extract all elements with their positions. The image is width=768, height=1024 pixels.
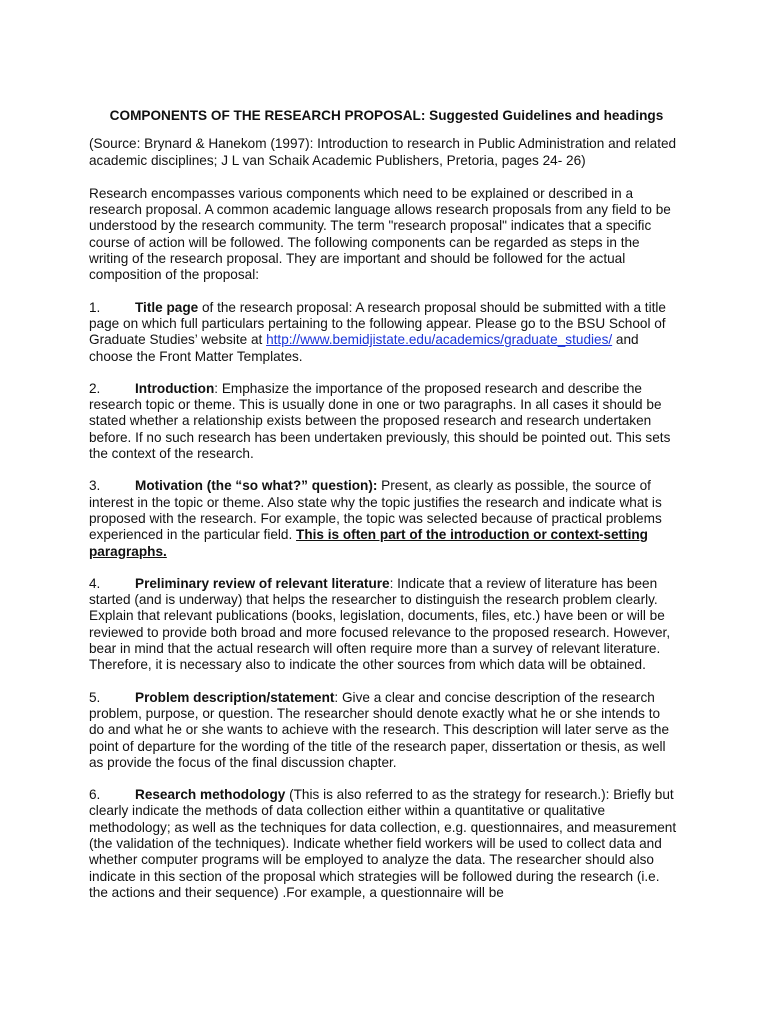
section-heading: Research methodology — [135, 787, 286, 803]
section-heading: Title page — [135, 299, 199, 315]
section-heading: Introduction — [135, 380, 215, 396]
section-text: Present, as clearly as possible, the source of interest in the topic or theme. Also state why the topic justifies the research and indicate what is proposed with the research. For example, the topic was selected because of practical problems experienced in the particular field. — [89, 478, 662, 543]
section-heading: Preliminary review of relevant literature — [135, 575, 390, 591]
section-emphasis: This is often part of the introduction or context-setting paragraphs. — [89, 527, 648, 559]
source-citation: (Source: Brynard & Hanekom (1997): Introduction to research in Public Administration and related academic disciplines; J L van Schaik Academic Publishers, Pretoria, pages 24- 26) — [89, 136, 677, 168]
section-number: 4. — [89, 575, 101, 591]
section-number: 3. — [89, 478, 101, 494]
intro-paragraph: Research encompasses various components which need to be explained or described in a research proposal. A common academic language allows research proposals from any field to be understood by the research community. The term "research proposal" indicates that a specific course of action will be followed. The following components can be regarded as steps in the writing of the research proposal. They are important and should be followed for the actual composition of the proposal: — [89, 185, 671, 283]
section-text: of the research proposal: A research proposal should be submitted with a title page on which full particulars pertaining to the following appear. Please go to the BSU School of Graduate Studies’ website at — [89, 299, 666, 348]
section-1-title-page — [89, 300, 678, 365]
section-heading: Motivation (the “so what?” question): — [135, 478, 378, 494]
section-text: : Indicate that a review of literature has been started (and is underway) that helps the researcher to distinguish the research problem clearly. Explain that relevant publications (books, legislation, documents, files, etc.) have been or will be reviewed to provide both broad and more focused relevance to the proposed research. However, bear in mind that the actual research will often require more than a survey of relevant literature. Therefore, it is necessary also to indicate the other sources from which data will be obtained. — [89, 575, 671, 673]
section-number: 1. — [89, 299, 101, 315]
graduate-studies-link[interactable]: http://www.bemidjistate.edu/academics/graduate_studies/ — [266, 332, 613, 348]
section-number: 2. — [89, 380, 101, 396]
section-5-problem-statement — [89, 690, 678, 771]
section-4-literature-review — [89, 576, 678, 674]
document-title: COMPONENTS OF THE RESEARCH PROPOSAL: Suggested Guidelines and headings — [109, 108, 664, 123]
section-6-research-methodology — [89, 787, 678, 901]
section-text: : Give a clear and concise description of the research problem, purpose, or question. The researcher should denote exactly what he or she intends to do and what he or she wants to achieve with the research. This description will later serve as the point of departure for the wording of the title of the research paper, dissertation or thesis, as well as provide the focus of the final discussion chapter. — [89, 689, 670, 770]
section-text-after: and choose the Front Matter Templates. — [89, 332, 639, 364]
section-text: (This is also referred to as the strategy for research.): Briefly but clearly indicate the methods of data collection either within a quantitative or qualitative methodology; as well as the techniques for data collection, e.g. questionnaires, and measurement (the validation of the techniques). Indicate whether field workers will be used to collect data and whether computer programs will be employed to analyze the data. The researcher should also indicate in this section of the proposal which strategies will be followed during the research (i.e. the actions and their sequence) .For example, a questionnaire will be — [89, 787, 677, 900]
section-heading: Problem description/statement — [135, 689, 335, 705]
section-number: 6. — [89, 787, 101, 803]
section-text: : Emphasize the importance of the proposed research and describe the research topic or theme. This is usually done in one or two paragraphs. In all cases it should be stated whether a relationship exists between the proposed research and research undertaken before. If no such research has been undertaken previously, this should be pointed out. This sets the context of the research. — [89, 380, 671, 462]
section-number: 5. — [89, 689, 101, 705]
section-3-motivation — [89, 478, 678, 559]
section-2-introduction — [89, 381, 678, 462]
